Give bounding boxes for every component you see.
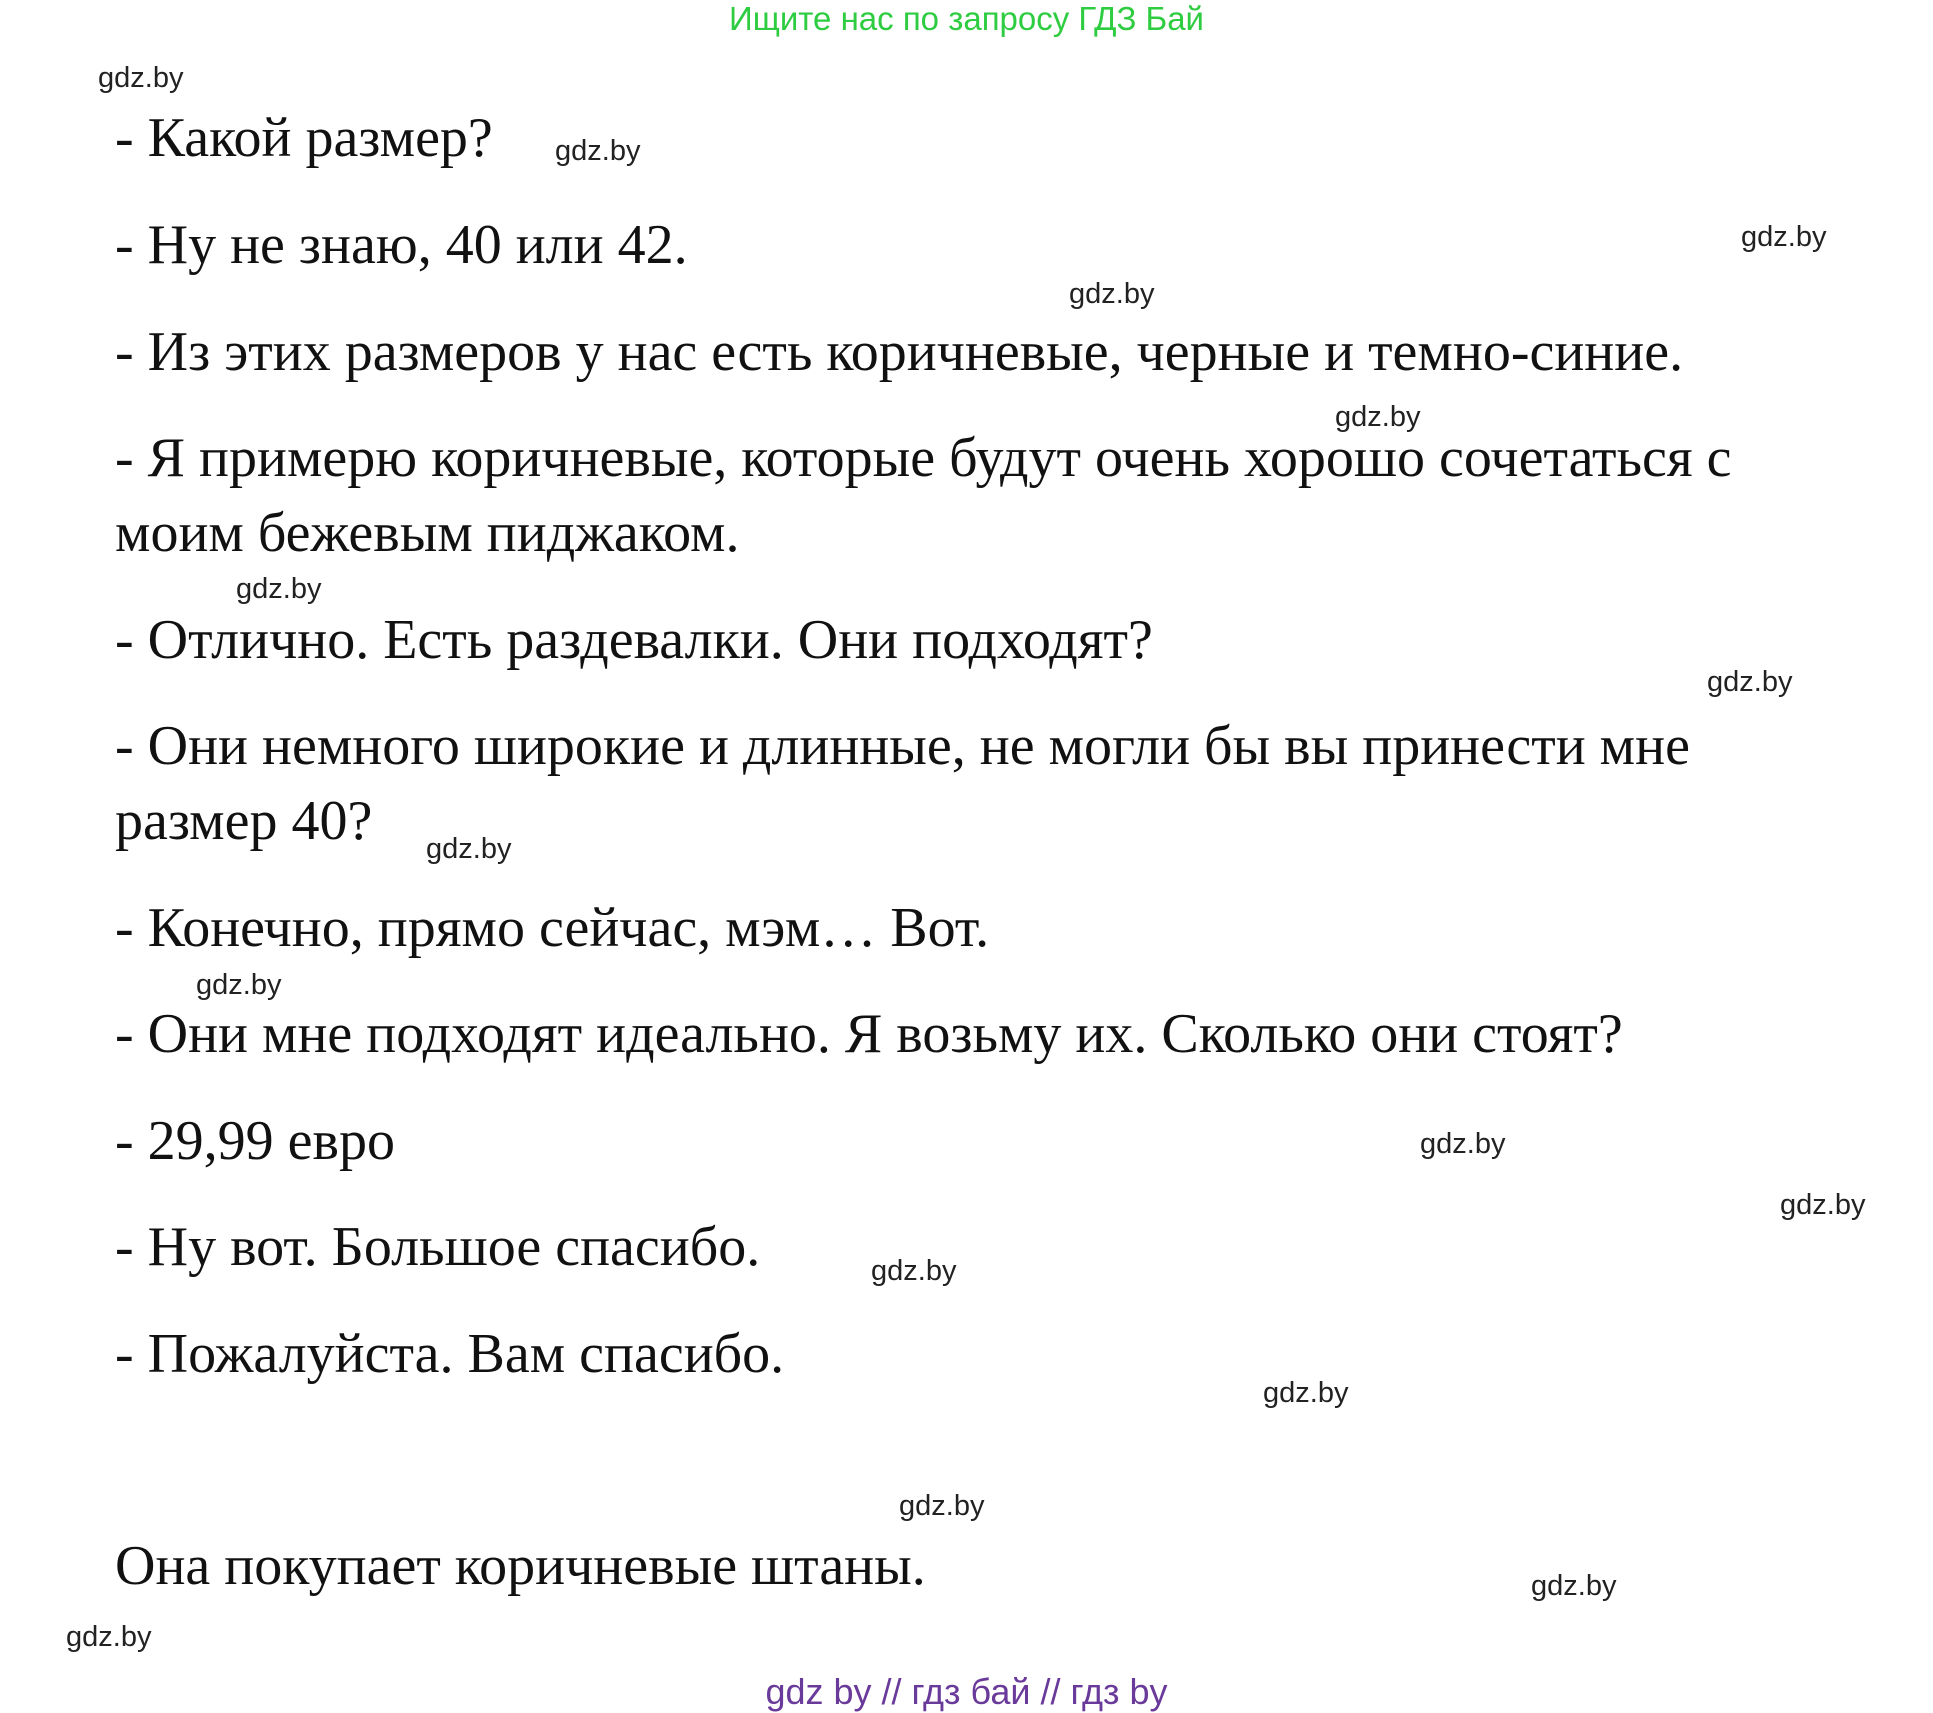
dialogue-line: - Ну не знаю, 40 или 42.: [115, 214, 688, 276]
watermark: gdz.by: [1069, 278, 1155, 310]
watermark: gdz.by: [1263, 1377, 1349, 1409]
watermark: gdz.by: [1741, 221, 1827, 253]
watermark: gdz.by: [426, 833, 512, 865]
dialogue-line: - Я примерю коричневые, которые будут очень хорошо сочетаться с: [115, 427, 1732, 489]
watermark: gdz.by: [196, 969, 282, 1001]
dialogue-line: - Они мне подходят идеально. Я возьму их. Сколько они стоят?: [115, 1003, 1623, 1065]
watermark: gdz.by: [1707, 666, 1793, 698]
watermark: gdz.by: [236, 573, 322, 605]
dialogue-line: моим бежевым пиджаком.: [115, 502, 740, 564]
dialogue-line: - Пожалуйста. Вам спасибо.: [115, 1323, 785, 1385]
watermark: gdz.by: [1335, 401, 1421, 433]
watermark: gdz.by: [899, 1490, 985, 1522]
dialogue-line: - 29,99 евро: [115, 1110, 395, 1172]
watermark: gdz.by: [1780, 1189, 1866, 1221]
top-banner: Ищите нас по запросу ГДЗ Бай: [729, 0, 1204, 37]
dialogue-line: - Из этих размеров у нас есть коричневые, черные и темно-синие.: [115, 321, 1684, 383]
dialogue-line: - Конечно, прямо сейчас, мэм… Вот.: [115, 897, 990, 959]
watermark: gdz.by: [1420, 1128, 1506, 1160]
watermark: gdz.by: [555, 135, 641, 167]
watermark: gdz.by: [98, 62, 184, 94]
footer-watermark: gdz by // гдз бай // гдз by: [765, 1671, 1168, 1712]
watermark: gdz.by: [1531, 1570, 1617, 1602]
dialogue-line: - Какой размер?: [115, 107, 493, 169]
watermark: gdz.by: [871, 1255, 957, 1287]
conclusion-text: Она покупает коричневые штаны.: [115, 1535, 926, 1597]
dialogue-line: - Ну вот. Большое спасибо.: [115, 1216, 761, 1278]
dialogue-line: - Они немного широкие и длинные, не могли бы вы принести мне: [115, 715, 1690, 777]
dialogue-line: размер 40?: [115, 790, 373, 852]
watermark: gdz.by: [66, 1621, 152, 1653]
dialogue-line: - Отлично. Есть раздевалки. Они подходят?: [115, 609, 1153, 671]
